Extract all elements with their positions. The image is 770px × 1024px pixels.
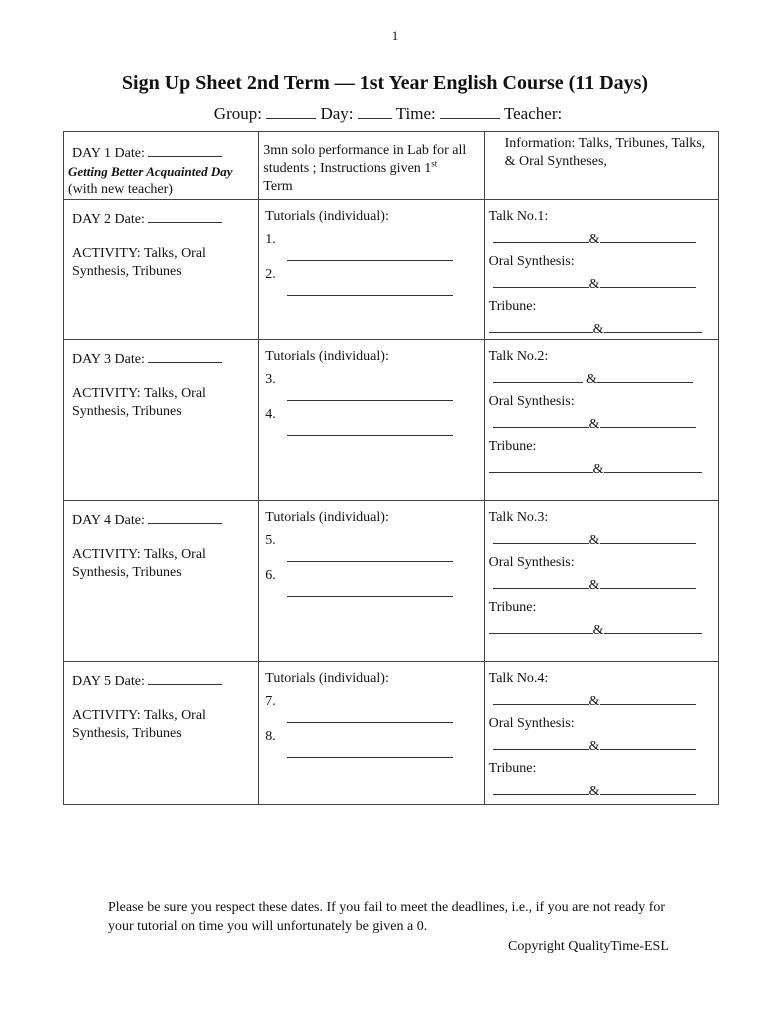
day3-tutorials-cell [259, 340, 484, 501]
day2-tutorials-cell [259, 200, 484, 340]
day2-talks-cell [484, 200, 718, 340]
tutorial-3-number: 3. [265, 372, 276, 387]
day5-talks-cell [484, 662, 718, 805]
page-number: 1 [391, 28, 399, 43]
day2-date-cell [64, 200, 259, 340]
day2-row [64, 200, 719, 340]
day1-tag: Getting Better Acquainted Day [68, 164, 233, 179]
day5-oral-blank-a[interactable] [493, 735, 589, 750]
day4-tribune-line[interactable] [489, 619, 712, 640]
talk-2-amp: & [586, 372, 598, 387]
day4-oral-blank-b[interactable] [600, 574, 696, 589]
day4-date-blank[interactable] [148, 509, 222, 524]
talk-4-blank-b[interactable] [600, 690, 696, 705]
day2-oral-amp: & [588, 277, 600, 292]
group-label: Group: [213, 104, 262, 123]
day4-label: DAY 4 Date: [72, 513, 145, 528]
tutorial-4-line[interactable] [287, 427, 453, 436]
day1-row [64, 132, 719, 200]
day3-tribune-blank-a[interactable] [489, 458, 593, 473]
day5-tribune-label: Tribune: [488, 761, 537, 776]
tutorial-6-number: 6. [265, 568, 276, 583]
day3-oral-blank-a[interactable] [493, 413, 589, 428]
day1-label: DAY 1 Date: [72, 146, 145, 161]
day-label: Day: [320, 104, 354, 123]
day1-date-blank[interactable] [148, 142, 222, 157]
tutorial-3-line[interactable] [287, 392, 453, 401]
day5-oral-label: Oral Synthesis: [488, 716, 575, 731]
day4-row [64, 501, 719, 662]
day4-tutorials-cell [259, 501, 484, 662]
day3-oral-blank-b[interactable] [600, 413, 696, 428]
day1-performance-end: Term [263, 179, 293, 194]
tutorial-5-line[interactable] [287, 553, 453, 562]
day4-tutorials-label: Tutorials (individual): [265, 510, 389, 525]
day2-activity: ACTIVITY: Talks, Oral Synthesis, Tribunes [72, 246, 206, 279]
tutorial-2-number: 2. [265, 267, 276, 282]
day1-info: Information: Talks, Tribunes, Talks, & Oral Syntheses, [504, 136, 706, 169]
tutorial-8-line[interactable] [287, 749, 453, 758]
day3-tribune-label: Tribune: [488, 439, 537, 454]
day3-date-cell [64, 340, 259, 501]
teacher-label: Teacher: [503, 104, 563, 123]
talk-1-line[interactable] [493, 228, 712, 249]
day2-tutorials-label: Tutorials (individual): [265, 209, 389, 224]
talk-2-blank-b[interactable] [597, 368, 693, 383]
signup-table [63, 131, 719, 805]
talk-3-blank-b[interactable] [600, 529, 696, 544]
day3-oral-amp: & [588, 417, 600, 432]
day5-oral-line[interactable] [493, 735, 712, 756]
day4-talks-cell [484, 501, 718, 662]
day4-tribune-label: Tribune: [488, 600, 537, 615]
day5-activity: ACTIVITY: Talks, Oral Synthesis, Tribunes [72, 708, 206, 741]
day3-row [64, 340, 719, 501]
talk-1-amp: & [588, 232, 600, 247]
day-blank[interactable] [358, 104, 392, 119]
tutorial-7-number: 7. [265, 694, 276, 709]
talk-4-line[interactable] [493, 690, 712, 711]
day4-oral-label: Oral Synthesis: [488, 555, 575, 570]
time-label: Time: [395, 104, 436, 123]
day5-tutorials-label: Tutorials (individual): [265, 671, 389, 686]
day1-info-cell [484, 132, 718, 200]
day5-tribune-amp: & [588, 784, 600, 799]
day3-oral-label: Oral Synthesis: [488, 394, 575, 409]
talk-1-blank-a[interactable] [493, 228, 589, 243]
talk-4-label: Talk No.4: [488, 671, 549, 686]
day2-tribune-line[interactable] [489, 318, 712, 339]
day5-date-cell [64, 662, 259, 805]
talk-2-blank-a[interactable] [493, 368, 583, 383]
day4-oral-line[interactable] [493, 574, 712, 595]
day2-tribune-amp: & [592, 322, 604, 337]
day3-tribune-blank-b[interactable] [604, 458, 702, 473]
day4-oral-amp: & [588, 578, 600, 593]
day5-tribune-line[interactable] [493, 780, 712, 801]
tutorial-2-line[interactable] [287, 287, 453, 296]
copyright: Copyright QualityTime-ESL [508, 939, 669, 954]
talk-3-amp: & [588, 533, 600, 548]
day2-tribune-label: Tribune: [488, 299, 537, 314]
day1-performance: 3mn solo performance in Lab for all students ; Instructions given 1 [263, 143, 467, 176]
day5-tutorials-cell [259, 662, 484, 805]
talk-3-blank-a[interactable] [493, 529, 589, 544]
day1-date-cell [64, 132, 259, 200]
day5-tribune-blank-a[interactable] [493, 780, 589, 795]
day2-oral-blank-b[interactable] [600, 273, 696, 288]
day5-date-blank[interactable] [148, 670, 222, 685]
day3-tutorials-label: Tutorials (individual): [265, 349, 389, 364]
day1-performance-cell [259, 132, 484, 200]
day3-tribune-amp: & [592, 462, 604, 477]
talk-1-label: Talk No.1: [488, 209, 549, 224]
day2-date-blank[interactable] [148, 208, 222, 223]
talk-4-blank-a[interactable] [493, 690, 589, 705]
talk-1-blank-b[interactable] [600, 228, 696, 243]
talk-2-line[interactable] [493, 368, 712, 389]
tutorial-1-number: 1. [265, 232, 276, 247]
day1-performance-sup: st [431, 158, 438, 169]
day3-activity: ACTIVITY: Talks, Oral Synthesis, Tribunes [72, 386, 206, 419]
day3-label: DAY 3 Date: [72, 352, 145, 367]
tutorial-6-line[interactable] [287, 588, 453, 597]
talk-2-label: Talk No.2: [488, 349, 549, 364]
day1-note: (with new teacher) [68, 182, 173, 197]
talk-4-amp: & [588, 694, 600, 709]
day4-tribune-amp: & [592, 623, 604, 638]
day5-tribune-blank-b[interactable] [600, 780, 696, 795]
day3-tribune-line[interactable] [489, 458, 712, 479]
tutorial-5-number: 5. [265, 533, 276, 548]
day3-talks-cell [484, 340, 718, 501]
tutorial-4-number: 4. [265, 407, 276, 422]
tutorial-1-line[interactable] [287, 252, 453, 261]
group-blank[interactable] [266, 104, 316, 119]
day4-oral-blank-a[interactable] [493, 574, 589, 589]
day2-label: DAY 2 Date: [72, 212, 145, 227]
deadline-note: Please be sure you respect these dates. If you fail to meet the deadlines, i.e., if you are not ready for your tutorial on time you will unfortunately be given a 0. [108, 900, 666, 934]
day2-oral-label: Oral Synthesis: [488, 254, 575, 269]
day5-oral-amp: & [588, 739, 600, 754]
day5-oral-blank-b[interactable] [600, 735, 696, 750]
day5-label: DAY 5 Date: [72, 674, 145, 689]
day3-date-blank[interactable] [148, 348, 222, 363]
day4-tribune-blank-b[interactable] [604, 619, 702, 634]
tutorial-7-line[interactable] [287, 714, 453, 723]
page-title: Sign Up Sheet 2nd Term — 1st Year English Course (11 Days) [121, 72, 649, 94]
time-blank[interactable] [440, 104, 500, 119]
talk-3-line[interactable] [493, 529, 712, 550]
day4-date-cell [64, 501, 259, 662]
day2-oral-blank-a[interactable] [493, 273, 589, 288]
subtitle-line [0, 104, 770, 124]
day5-row [64, 662, 719, 805]
day4-activity: ACTIVITY: Talks, Oral Synthesis, Tribunes [72, 547, 206, 580]
day2-tribune-blank-b[interactable] [604, 318, 702, 333]
day2-oral-line[interactable] [493, 273, 712, 294]
day3-oral-line[interactable] [493, 413, 712, 434]
talk-3-label: Talk No.3: [488, 510, 549, 525]
tutorial-8-number: 8. [265, 729, 276, 744]
day4-tribune-blank-a[interactable] [489, 619, 593, 634]
day2-tribune-blank-a[interactable] [489, 318, 593, 333]
